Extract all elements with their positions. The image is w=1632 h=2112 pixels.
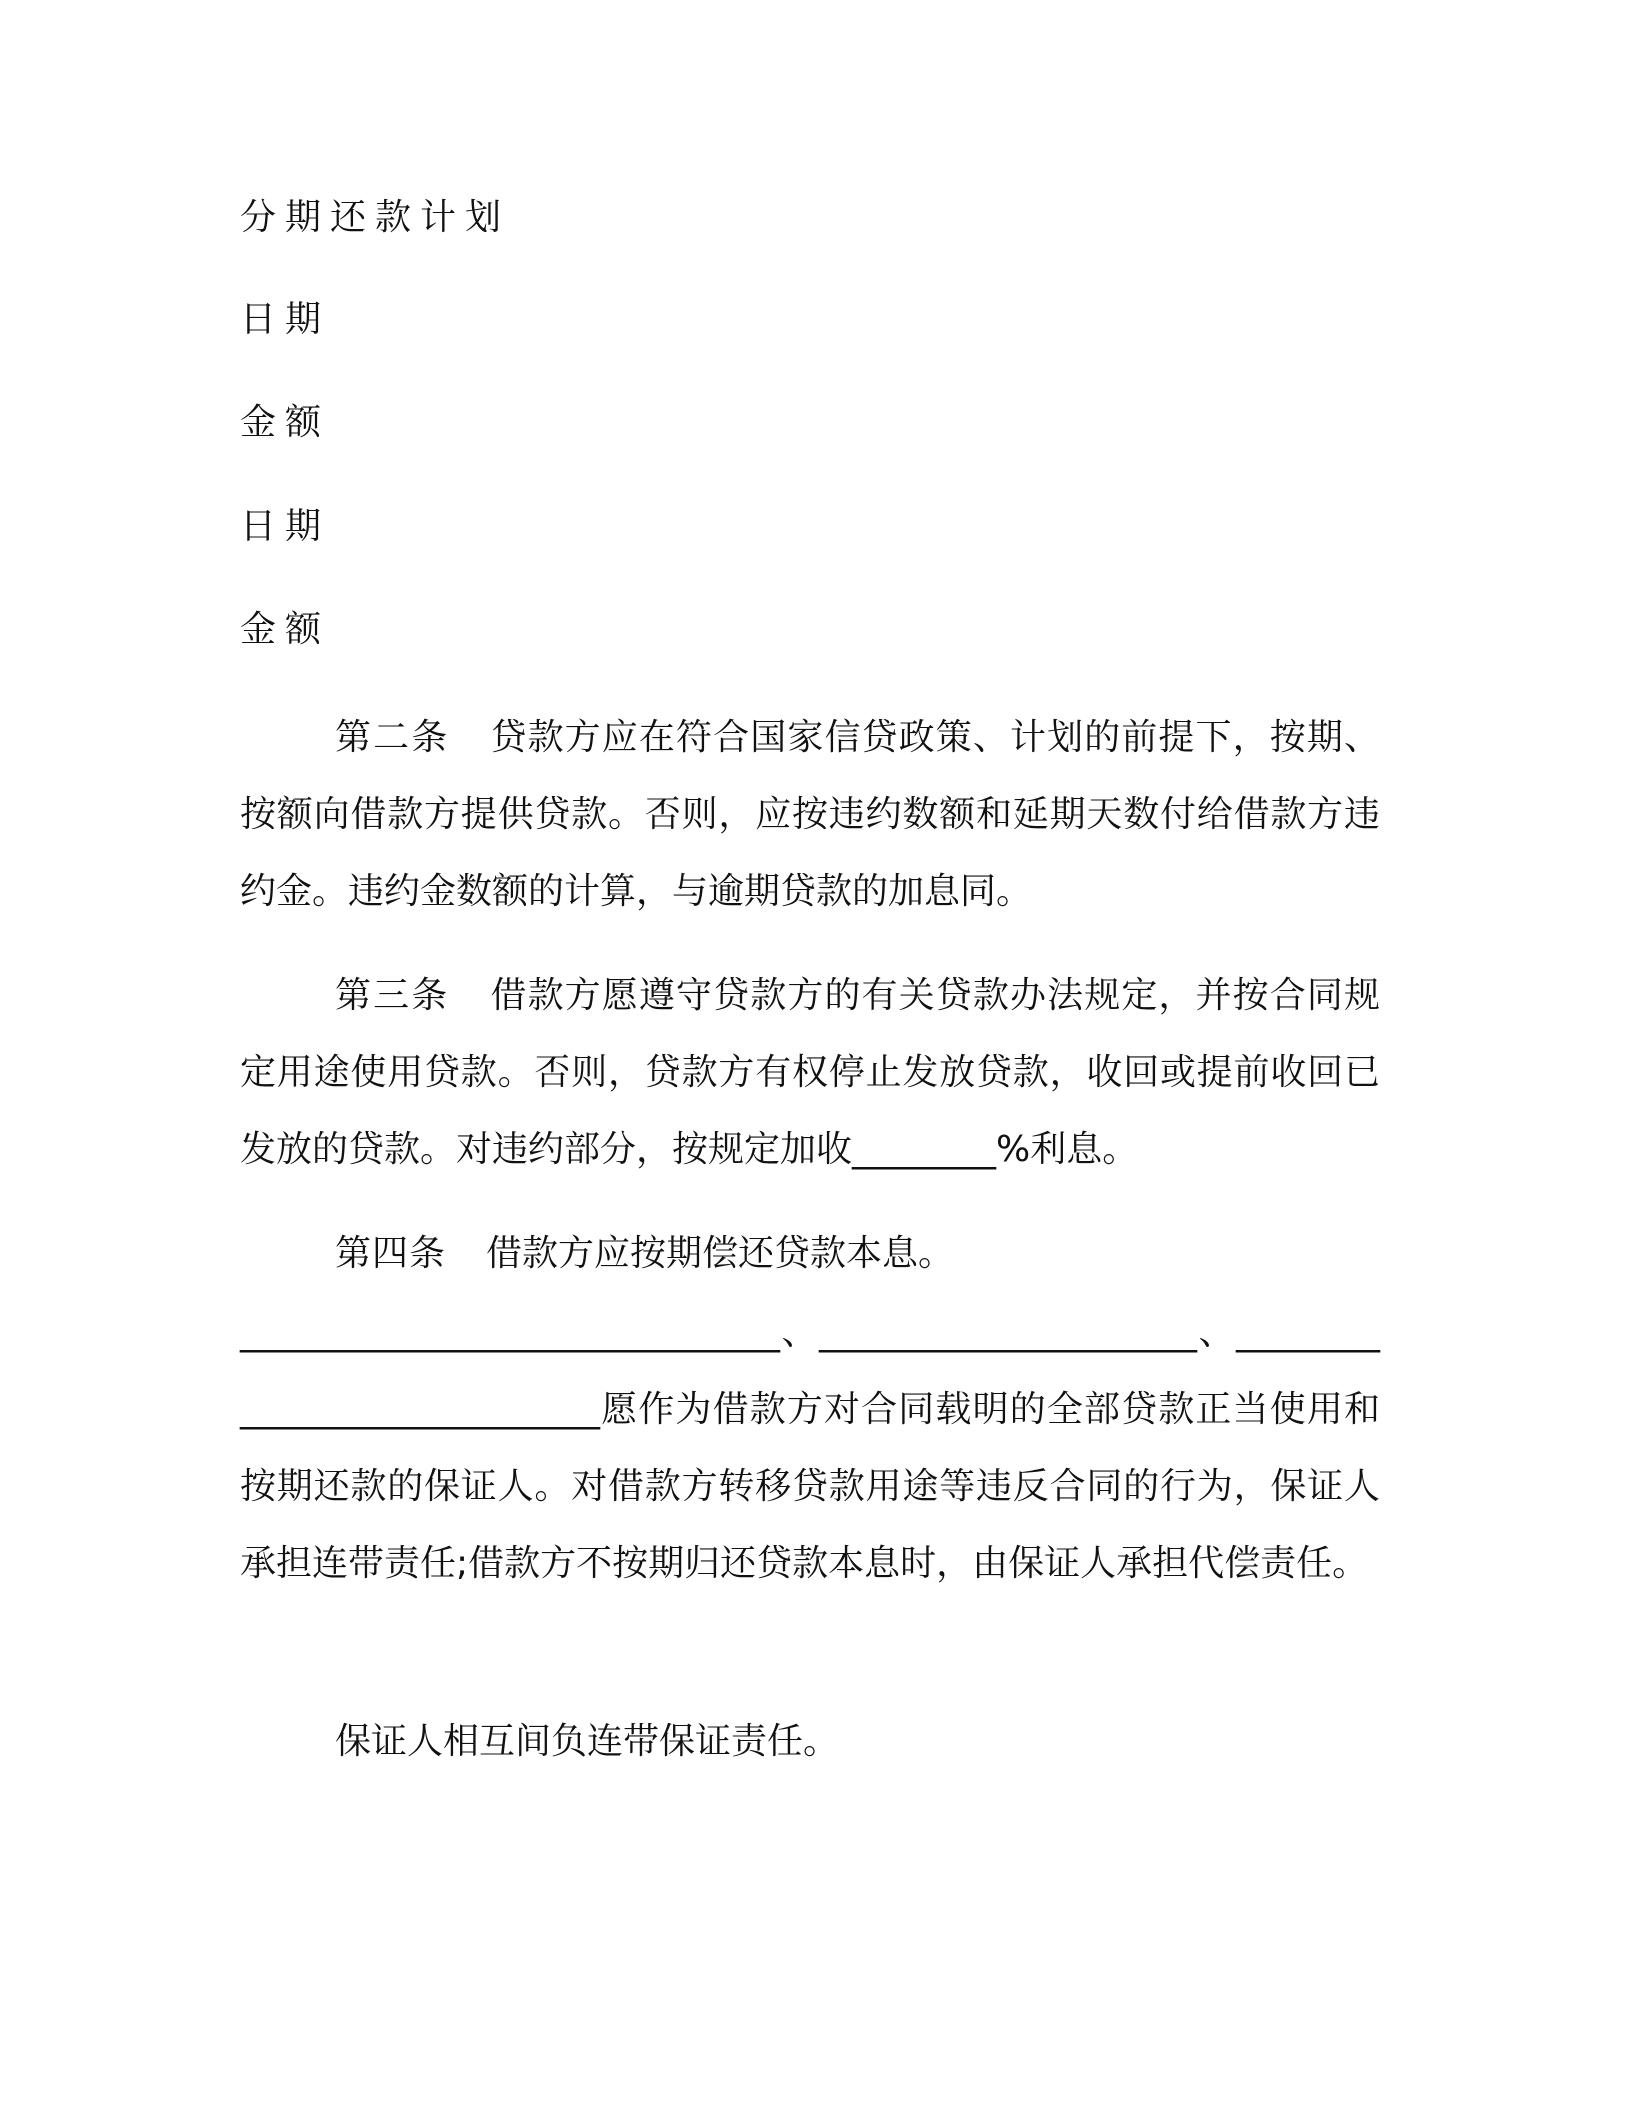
schedule-title: 分期还款计划 bbox=[240, 197, 511, 238]
article-2-label: 第二条 bbox=[335, 717, 450, 758]
guarantor-clause: ______________________________、_____________________、____________________________愿作为借款方对合同载明的全部贷款正当使用和按期还款的保证人。对借款方转移贷款用途等违反合同的行为，保证人承担连带责任;借款方不按期归还贷款本息时，由保证人承担代偿责任。 bbox=[240, 1312, 1380, 1584]
article-4 bbox=[240, 1215, 1380, 1292]
article-2 bbox=[240, 699, 1380, 930]
joint-liability: 保证人相互间负连带保证责任。 bbox=[335, 1721, 840, 1762]
schedule-row-label: 金额 bbox=[240, 609, 331, 650]
article-3 bbox=[240, 957, 1380, 1188]
article-3-text: 借款方愿遵守贷款方的有关贷款办法规定，并按合同规定用途使用贷款。否则，贷款方有权停止发放贷款，收回或提前收回已发放的贷款。对违约部分，按规定加收________%利息。 bbox=[240, 975, 1380, 1170]
schedule-row-label: 日期 bbox=[240, 506, 331, 547]
article-3-label: 第三条 bbox=[335, 975, 450, 1016]
schedule-row-label: 日期 bbox=[240, 299, 331, 340]
article-2-text: 贷款方应在符合国家信贷政策、计划的前提下，按期、按额向借款方提供贷款。否则，应按违约数额和延期天数付给借款方违约金。违约金数额的计算，与逾期贷款的加息同。 bbox=[240, 717, 1380, 912]
article-4-label: 第四条 bbox=[335, 1233, 447, 1274]
schedule-row-label: 金额 bbox=[240, 402, 331, 443]
article-4-text: 借款方应按期偿还贷款本息。 bbox=[486, 1233, 955, 1274]
